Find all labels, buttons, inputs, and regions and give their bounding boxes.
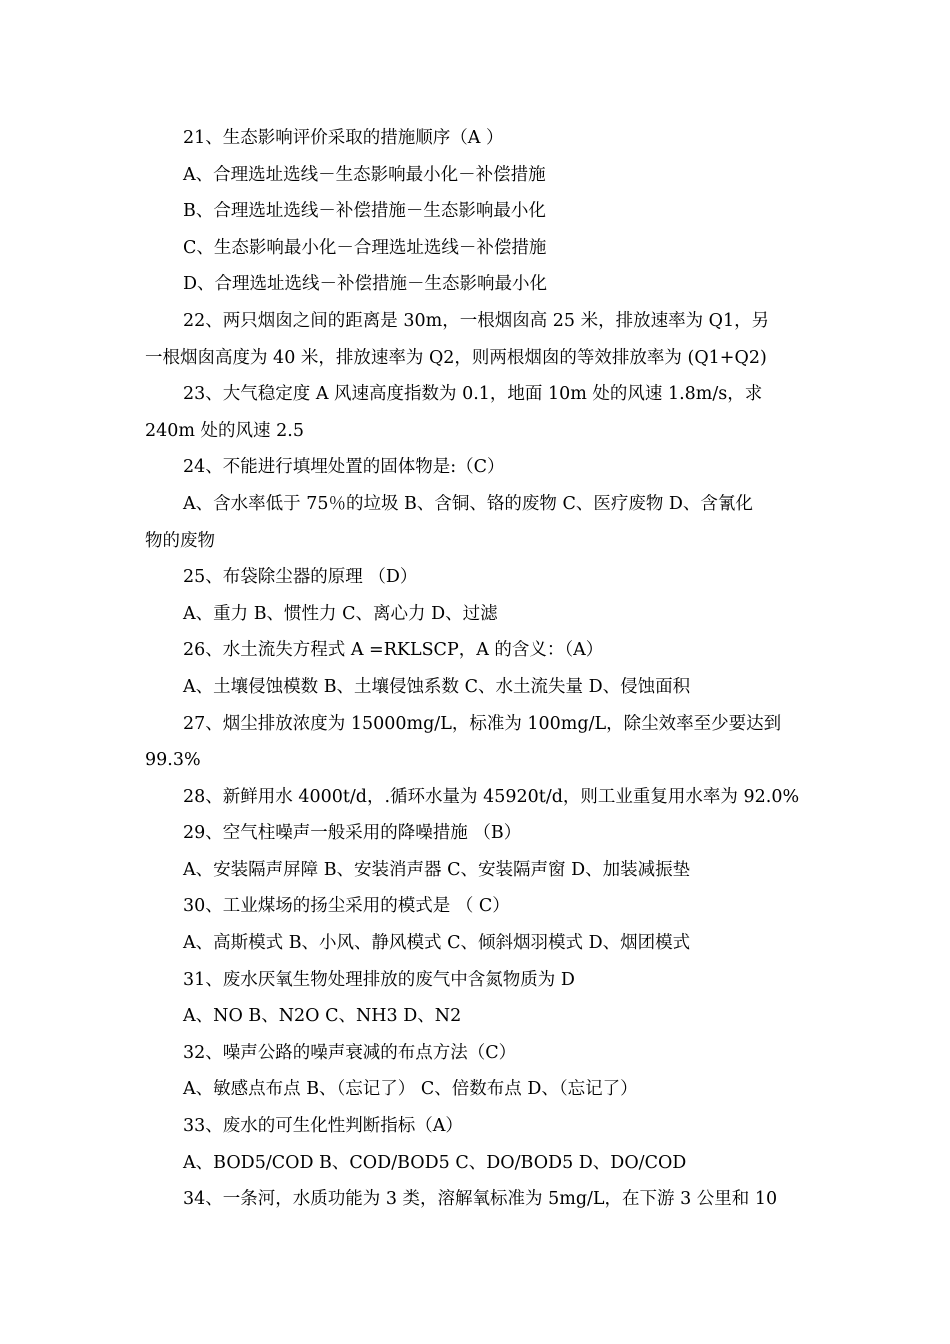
text-line: B、合理选址选线－补偿措施－生态影响最小化 — [183, 201, 546, 222]
text-line: A、BOD5/COD B、COD/BOD5 C、DO/BOD5 D、DO/COD — [183, 1152, 687, 1173]
text-line: A、含水率低于 75％的垃圾 B、含铜、铬的废物 C、医疗废物 D、含氰化 — [183, 493, 753, 514]
text-line: 21、生态影响评价采取的措施顺序（A ） — [183, 128, 504, 148]
text-line: 24、不能进行填埋处置的固体物是:（C） — [183, 457, 505, 478]
text-line: A、敏感点布点 B、（忘记了） C、倍数布点 D、（忘记了） — [183, 1079, 638, 1100]
text-line: 25、布袋除尘器的原理 （D） — [183, 567, 418, 588]
text-line: 31、废水厌氧生物处理排放的废气中含氮物质为 D — [183, 969, 575, 990]
text-line: 23、大气稳定度 A 风速高度指数为 0.1，地面 10m 处的风速 1.8m/s，求 — [183, 384, 763, 405]
text-line: 28、新鲜用水 4000t/d，.循环水量为 45920t/d，则工业重复用水率为 92.0% — [183, 786, 800, 807]
text-line: 33、废水的可生化性判断指标（A） — [183, 1116, 463, 1137]
text-line: 物的废物 — [145, 530, 215, 551]
text-line: 30、工业煤场的扬尘采用的模式是 （ C） — [183, 896, 510, 917]
text-line: 27、烟尘排放浓度为 15000mg/L，标准为 100mg/L，除尘效率至少要达到 — [183, 713, 782, 734]
text-line: A、合理选址选线－生态影响最小化－补偿措施 — [183, 164, 546, 185]
document-body — [145, 120, 805, 1218]
text-line: A、高斯模式 B、小风、静风模式 C、倾斜烟羽模式 D、烟团模式 — [183, 933, 691, 954]
text-line: A、重力 B、惯性力 C、离心力 D、过滤 — [183, 603, 498, 624]
text-line: 26、水土流失方程式 A =RKLSCP，A 的含义：（A） — [183, 640, 604, 661]
text-line: D、合理选址选线－补偿措施－生态影响最小化 — [183, 274, 548, 295]
text-line: 34、一条河，水质功能为 3 类，溶解氧标准为 5mg/L，在下游 3 公里和 10 — [183, 1189, 778, 1210]
text-line: A、土壤侵蚀模数 B、土壤侵蚀系数 C、水土流失量 D、侵蚀面积 — [183, 676, 691, 697]
text-line: 240m 处的风速 2.5 — [145, 420, 304, 441]
text-line: 99.3% — [145, 750, 201, 771]
text-line: 一根烟囱高度为 40 米，排放速率为 Q2，则两根烟囱的等效排放率为 (Q1+Q2) — [145, 347, 767, 368]
text-line: 29、空气柱噪声一般采用的降噪措施 （B） — [183, 823, 522, 844]
text-line: A、安装隔声屏障 B、安装消声器 C、安装隔声窗 D、加装减振垫 — [183, 859, 691, 880]
text-line: C、生态影响最小化－合理选址选线－补偿措施 — [183, 237, 547, 258]
text-line: A、NO B、N2O C、NH3 D、N2 — [183, 1006, 462, 1027]
text-line: 22、两只烟囱之间的距离是 30m，一根烟囱高 25 米，排放速率为 Q1，另 — [183, 310, 770, 331]
text-line: 32、噪声公路的噪声衰减的布点方法（C） — [183, 1042, 517, 1063]
